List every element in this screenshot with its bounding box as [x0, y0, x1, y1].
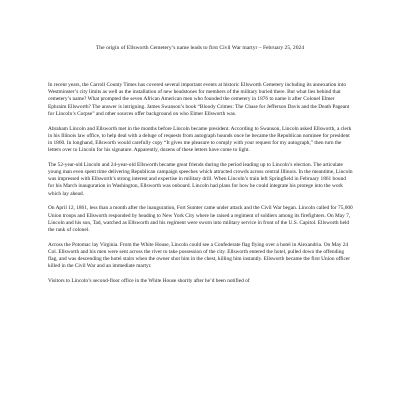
paragraph-1: In recent years, the Carroll County Times has covered several important events at historic Ellsworth Cemetery including its annexation into Westminster’s city limits as well as the installation of new headstones for members of the military buried there. But what lies behind that cemetery’s name? What prompted the seven African American men who founded the cemetery in 1876 to name it after Colonel Elmer Ephraim Ellsworth? The answer is intriguing. James Swanson’s book “Bloody Crimes: The Chase for Jefferson Davis and the Death Pageant for Lincoln’s Corpse” and other sources offer background on who Elmer Ellsworth was. — [48, 82, 350, 117]
document-title: The origin of Ellsworth Cemetery’s name leads to first Civil War martyr – February 25, 2024 — [95, 45, 305, 51]
paragraph-2: Abraham Lincoln and Ellsworth met in the months before Lincoln became president. According to Swanson, Lincoln asked Ellsworth, a clerk in his Illinois law office, to help deal with a deluge of requests from autograph hounds once he became the Republican nominee for president in 1860. In longhand, Ellsworth would carefully copy “It gives me pleasure to comply with your request for my autograph,” then turn the letters over to Lincoln for his signature. Apparently, dozens of these letters have come to light. — [48, 125, 352, 154]
document-body — [48, 82, 353, 293]
paragraph-3: The 52-year-old Lincoln and 24-year-old Ellsworth became great friends during the period leading up to Lincoln’s election. The articulate young man even spent time delivering Republican campaign speeches which attracted crowds across central Illinois. In the meantime, Lincoln was impressed with Ellsworth’s strong interest and expertise in military drill. When Lincoln’s train left Springfield in February 1861 bound for his March inauguration in Washington, Ellsworth was onboard. Lincoln had plans for how he could integrate his protege into the work which lay ahead. — [48, 161, 353, 197]
paragraph-4: On April 12, 1861, less than a month after the inauguration, Fort Sumter came under attack and the Civil War began. Lincoln called for 75,000 Union troops and Ellsworth responded by heading to New York City where he raised a regiment of soldiers among its firefighters. On May 7, Lincoln and his son, Tad, watched as Ellsworth and his regiment were sworn into military service in front of the U.S. Capitol. Ellsworth held the rank of colonel. — [48, 205, 353, 233]
paragraph-5: Across the Potomac lay Virginia. From the White House, Lincoln could see a Confederate flag flying over a hotel in Alexandria. On May 24 Col. Ellsworth and his men were sent across the river to take possession of the city. Ellsworth entered the hotel, pulled down the offending flag, and was descending the hotel stairs when the owner shot him in the chest, killing him instantly. Ellsworth became the first Union officer killed in the Civil War and an immediate martyr. — [48, 241, 351, 270]
paragraph-6: Visitors to Lincoln’s second-floor office in the White House shortly after he’d been notified of — [48, 277, 250, 284]
